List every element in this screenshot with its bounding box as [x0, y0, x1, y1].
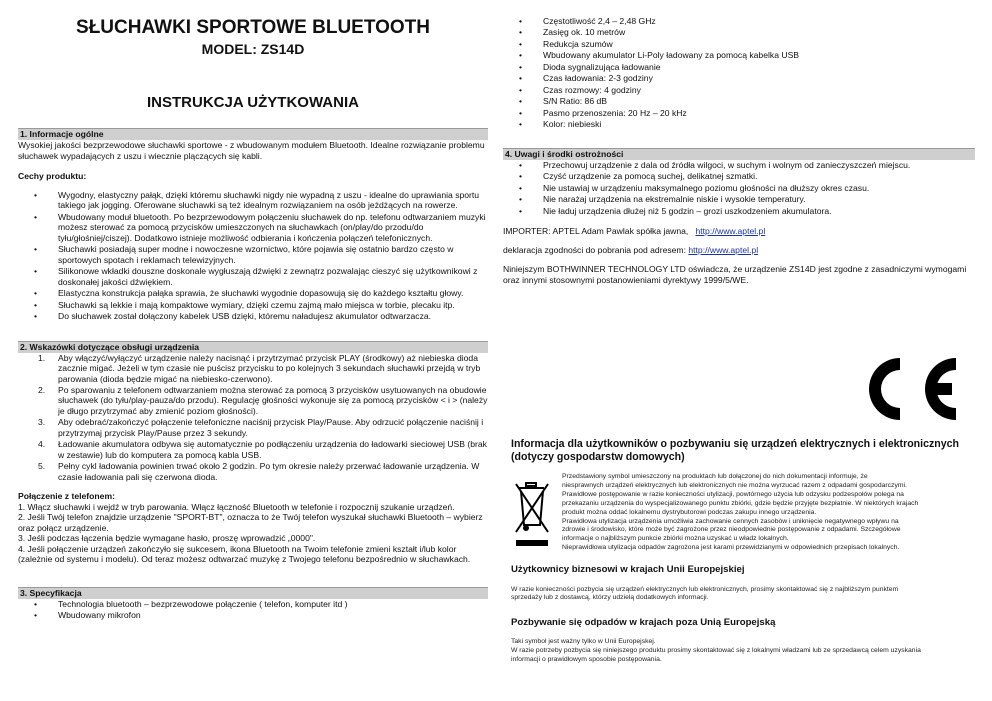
spec-item: • Dioda sygnalizująca ładowanie [543, 62, 975, 72]
declaration-text: deklaracja zgodności do pobrania pod adresem: [503, 244, 686, 255]
weee-line: informacje o najbliższym punkcie zbiórki można uzyskać u władz lokalnych. [562, 535, 789, 543]
spec-item: • Kolor: niebieski [543, 119, 975, 129]
weee-line: niesprawnych urządzeń elektrycznych lub elektronicznych nie można wyrzucać razem z odpadami gospodarczymi. [562, 482, 907, 490]
weee-title: Informacja dla użytkowników o pozbywaniu się urządzeń elektrycznych i elektronicznych (dotyczy gospodarstw domowych) [511, 438, 959, 464]
usage-step [38, 384, 488, 416]
business-line: sprzedaży lub z dostawcą, którzy udzielą dodatkowych informacji. [511, 594, 709, 602]
specs-list-right [503, 16, 975, 130]
spec-item: • Zasięg ok. 10 metrów [543, 27, 975, 37]
weee-household-text [511, 473, 973, 552]
step-text: Aby włączyć/wyłączyć urządzenie należy nacisnąć i przytrzymać przycisk PLAY (środkowy) aż niebieska dioda zacznie migać. Jeżeli w tym czasie nie puścisz przycisku to po kolejnych 3 sekundach słuchawki przejdą w tryb parowania (dioda będzie migać na niebiesko-czerwono). [58, 352, 481, 384]
usage-step [38, 417, 488, 438]
section-1-heading: 1. Informacje ogólne [18, 128, 488, 140]
importer-link[interactable]: http://www.aptel.pl [695, 226, 766, 237]
precautions-list [503, 160, 975, 216]
spec-item: • S/N Ratio: 86 dB [543, 96, 975, 106]
connect-heading: Połączenie z telefonem: [18, 491, 115, 502]
weee-line: produkt można oddać lokalnemu dystrybutorowi podczas zakupu innego urządzenia. [562, 508, 817, 516]
outside-eu-line: Taki symbol jest ważny tylko w Unii Europejskej. [511, 637, 656, 645]
feature-item: • Elastyczna konstrukcja pałąka sprawia, że słuchawki wygodnie dopasowują się do każdego kształtu głowy. [58, 288, 488, 298]
weee-line: Nieprawidłowa utylizacja odpadów zagrożona jest karami przewidzianymi w odpowiednich przepisach lokalnych. [562, 544, 900, 552]
precaution-item: • Czyść urządzenie za pomocą suchej, delikatnej szmatki. [543, 171, 975, 181]
business-heading: Użytkownicy biznesowi w krajach Unii Europejskiej [511, 563, 745, 575]
feature-item: • Słuchawki są lekkie i mają kompaktowe wymiary, dzięki czemu zajmą mało miejsca w torbie, plecaku itp. [58, 300, 488, 310]
ce-mark-graphic [848, 350, 968, 428]
step-text: Po sparowaniu z telefonem odtwarzaniem można sterować za pomocą 3 przycisków usytuowanych na obudowie słuchawek (do tyłu/play-pauza/do przodu). Regulację głośności wykonuje się za pomocą przycisków < i > (należy je długo przytrzymać aby zmienić poziom głośności). [58, 384, 488, 416]
precaution-item: • Przechowuj urządzenie z dala od źródła wilgoci, w suchym i wolnym od zanieczyszczeń miejscu. [543, 160, 975, 170]
connect-step: 2. Jeśli Twój telefon znajdzie urządzenie "SPORT-BT", oznacza to że Twój telefon wyszukał słuchawki Bluetooth – wybierz oraz połącz urządzenie. [18, 512, 483, 533]
importer-text: IMPORTER: APTEL Adam Pawlak spółka jawna, [503, 226, 689, 237]
feature-item: • Słuchawki posiadają super modne i nowoczesne wzornictwo, które pojawia się ostatnio bardzo często w sportowych spotach i reklamach telewizyjnych. [58, 244, 488, 265]
weee-line: Przedstawiony symbol umieszczony na produktach lub dołączonej do nich dokumentacji informuje, że [562, 473, 868, 481]
step-number: 5. [38, 461, 46, 472]
spec-item: • Pasmo przenoszenia: 20 Hz – 20 kHz [543, 108, 975, 118]
feature-item: • Silikonowe wkładki douszne doskonale wygłuszają dźwięki z zewnątrz pozwalając cieszyć się użytkownikowi z doskonałej jakości dźwiękiem. [58, 266, 488, 287]
section-2-heading: 2. Wskazówki dotyczące obsługi urządzenia [18, 341, 488, 353]
ce-mark-icon [848, 350, 968, 428]
outside-eu-line: informacji o prawidłowym sposobie postępowania. [511, 655, 662, 663]
step-number: 4. [38, 439, 46, 450]
left-column [18, 0, 488, 622]
section-3-heading: 3. Specyfikacja [18, 587, 488, 599]
spec-item: • Częstotliwość 2,4 – 2,48 GHz [543, 16, 975, 26]
document-title: SŁUCHAWKI SPORTOWE BLUETOOTH [76, 17, 430, 38]
spec-item: • Czas ładowania: 2-3 godziny [543, 73, 975, 83]
crossed-out-bin-graphic [513, 480, 551, 548]
spec-item: • Technologia bluetooth – bezprzewodowe połączenie ( telefon, komputer itd ) [58, 599, 488, 609]
section-4-heading: 4. Uwagi i środki ostrożności [503, 148, 975, 160]
business-line: W razie konieczności pozbycia się urządzeń elektrycznych lub elektronicznych, prosimy skontaktować się z najbliższym punktem [511, 585, 899, 593]
section-1-intro: Wysokiej jakości bezprzewodowe słuchawki sportowe - z wbudowanym modułem Bluetooth. Idealne rozwiązanie problemu słuchawek wypadających z uszu i wiecznie plączących się kabli. [18, 140, 485, 161]
weee-line: przekazaniu urządzenia do wyspecjalizowanego punktu zbiórki, gdzie będzie przyjęte bezpłatnie. W niektórych krajach [562, 499, 919, 507]
weee-block [511, 438, 973, 664]
weee-line: zdrowie i środowisko, które może być zagrożone przez nieodpowiednie postępowanie z odpadami. Szczegółowe [562, 526, 901, 534]
right-column [503, 0, 975, 663]
usage-step [38, 352, 488, 384]
step-text: Aby odebrać/zakończyć połączenie telefoniczne naciśnij przycisk Play/Pause. Aby odrzucić połączenie naciśnij i przytrzymaj przycisk Play/Pause przez 3 sekundy. [58, 417, 484, 438]
features-heading: Cechy produktu: [18, 171, 87, 182]
instructions-heading: INSTRUKCJA UŻYTKOWANIA [147, 93, 359, 111]
feature-item: • Do słuchawek został dołączony kabelek USB dzięki, któremu naładujesz akumulator odtwarzacza. [58, 311, 488, 321]
features-list [18, 190, 488, 322]
step-number: 2. [38, 384, 46, 395]
connect-step: 4. Jeśli połączenie urządzeń zakończyło się sukcesem, ikona Bluetooth na Twoim telefonie zmieni kształt i/lub kolor (zależnie od systemu i modelu). Od teraz możesz odtwarzać muzykę z Twojego telefonu bezpośrednio w słuchawkach. [18, 543, 471, 565]
feature-item: • Wbudowany moduł bluetooth. Po bezprzewodowym połączeniu słuchawek do np. telefonu odtwarzaniem muzyki możesz sterować za pomocą przycisków umieszczonych na słuchawkach (on/play/do przodu/do tyłu/głośniej/ciszej). Dodatkowo istnieje możliwość odbierania i kończenia połączeń telefonicznych. [58, 212, 488, 243]
importer-line [503, 226, 975, 236]
usage-step [38, 439, 488, 460]
specs-list-left [18, 599, 488, 621]
spec-item: • Redukcja szumów [543, 39, 975, 49]
connect-step: 3. Jeśli podczas łączenia będzie wymagane hasło, proszę wprowadzić „0000". [18, 533, 316, 544]
step-number: 3. [38, 417, 46, 428]
conformity-statement: Niniejszym BOTHWINNER TECHNOLOGY LTD oświadcza, że urządzenie ZS14D jest zgodne z zasadniczymi wymogami oraz innymi stosownymi postanowieniami dyrektywy 1999/5/WE. [503, 264, 967, 285]
declaration-line [503, 245, 975, 255]
spec-item: • Czas rozmowy: 4 godziny [543, 85, 975, 95]
precaution-item: • Nie narażaj urządzenia na ekstremalnie niskie i wysokie temperatury. [543, 194, 975, 204]
feature-item: • Wygodny, elastyczny pałąk, dzięki któremu słuchawki nigdy nie wypadną z uszu - idealne do uprawiania sportu takiego jak jogging. Oferowane słuchawki są też idealnym rozwiązaniem na osób jeżdżących na rowerze. [58, 190, 488, 211]
spec-item: • Wbudowany mikrofon [58, 610, 488, 620]
usage-step [38, 461, 488, 482]
outside-eu-line: W razie potrzeby pozbycia się niniejszego produktu prosimy skontaktować się z lokalnymi władzami lub ze sprzedawcą celem uzyskania [511, 646, 921, 654]
declaration-link[interactable]: http://www.aptel.pl [688, 244, 759, 255]
spec-item: • Wbudowany akumulator Li-Poly ładowany za pomocą kabelka USB [543, 50, 975, 60]
model-label: MODEL: ZS14D [201, 40, 305, 57]
connect-step: 1. Włącz słuchawki i wejdź w tryb parowania. Włącz łączność Bluetooth w telefonie i rozpocznij szukanie urządzeń. [18, 501, 455, 512]
step-text: Pełny cykl ładowania powinien trwać około 2 godzin. Po tym okresie należy przerwać ładowanie urządzenia. W czasie ładowania pali się czerwona dioda. [58, 461, 480, 482]
weee-line: Prawidłowa utylizacja urządzenia umożliwia zachowanie cennych zasobów i uniknięcie negatywnego wpływu na [562, 517, 899, 525]
precaution-item: • Nie ładuj urządzenia dłużej niż 5 godzin – grozi uszkodzeniem akumulatora. [543, 206, 975, 216]
outside-eu-heading: Pozbywanie się odpadów w krajach poza Unią Europejską [511, 617, 776, 629]
crossed-out-bin-icon [513, 480, 551, 548]
usage-steps-list [18, 353, 488, 483]
weee-line: Prawidłowe postępowanie w razie konieczności utylizacji, powtórnego użycia lub odzysku podzespołów polega na [562, 491, 904, 499]
step-text: Ładowanie akumulatora odbywa się automatycznie po podłączeniu urządzenia do ładowarki sieciowej USB (brak w zestawie) lub do komputera za pomocą kabla USB. [58, 439, 487, 460]
step-number: 1. [38, 352, 46, 363]
precaution-item: • Nie ustawiaj w urządzeniu maksymalnego poziomu głośności na dłuższy okres czasu. [543, 183, 975, 193]
